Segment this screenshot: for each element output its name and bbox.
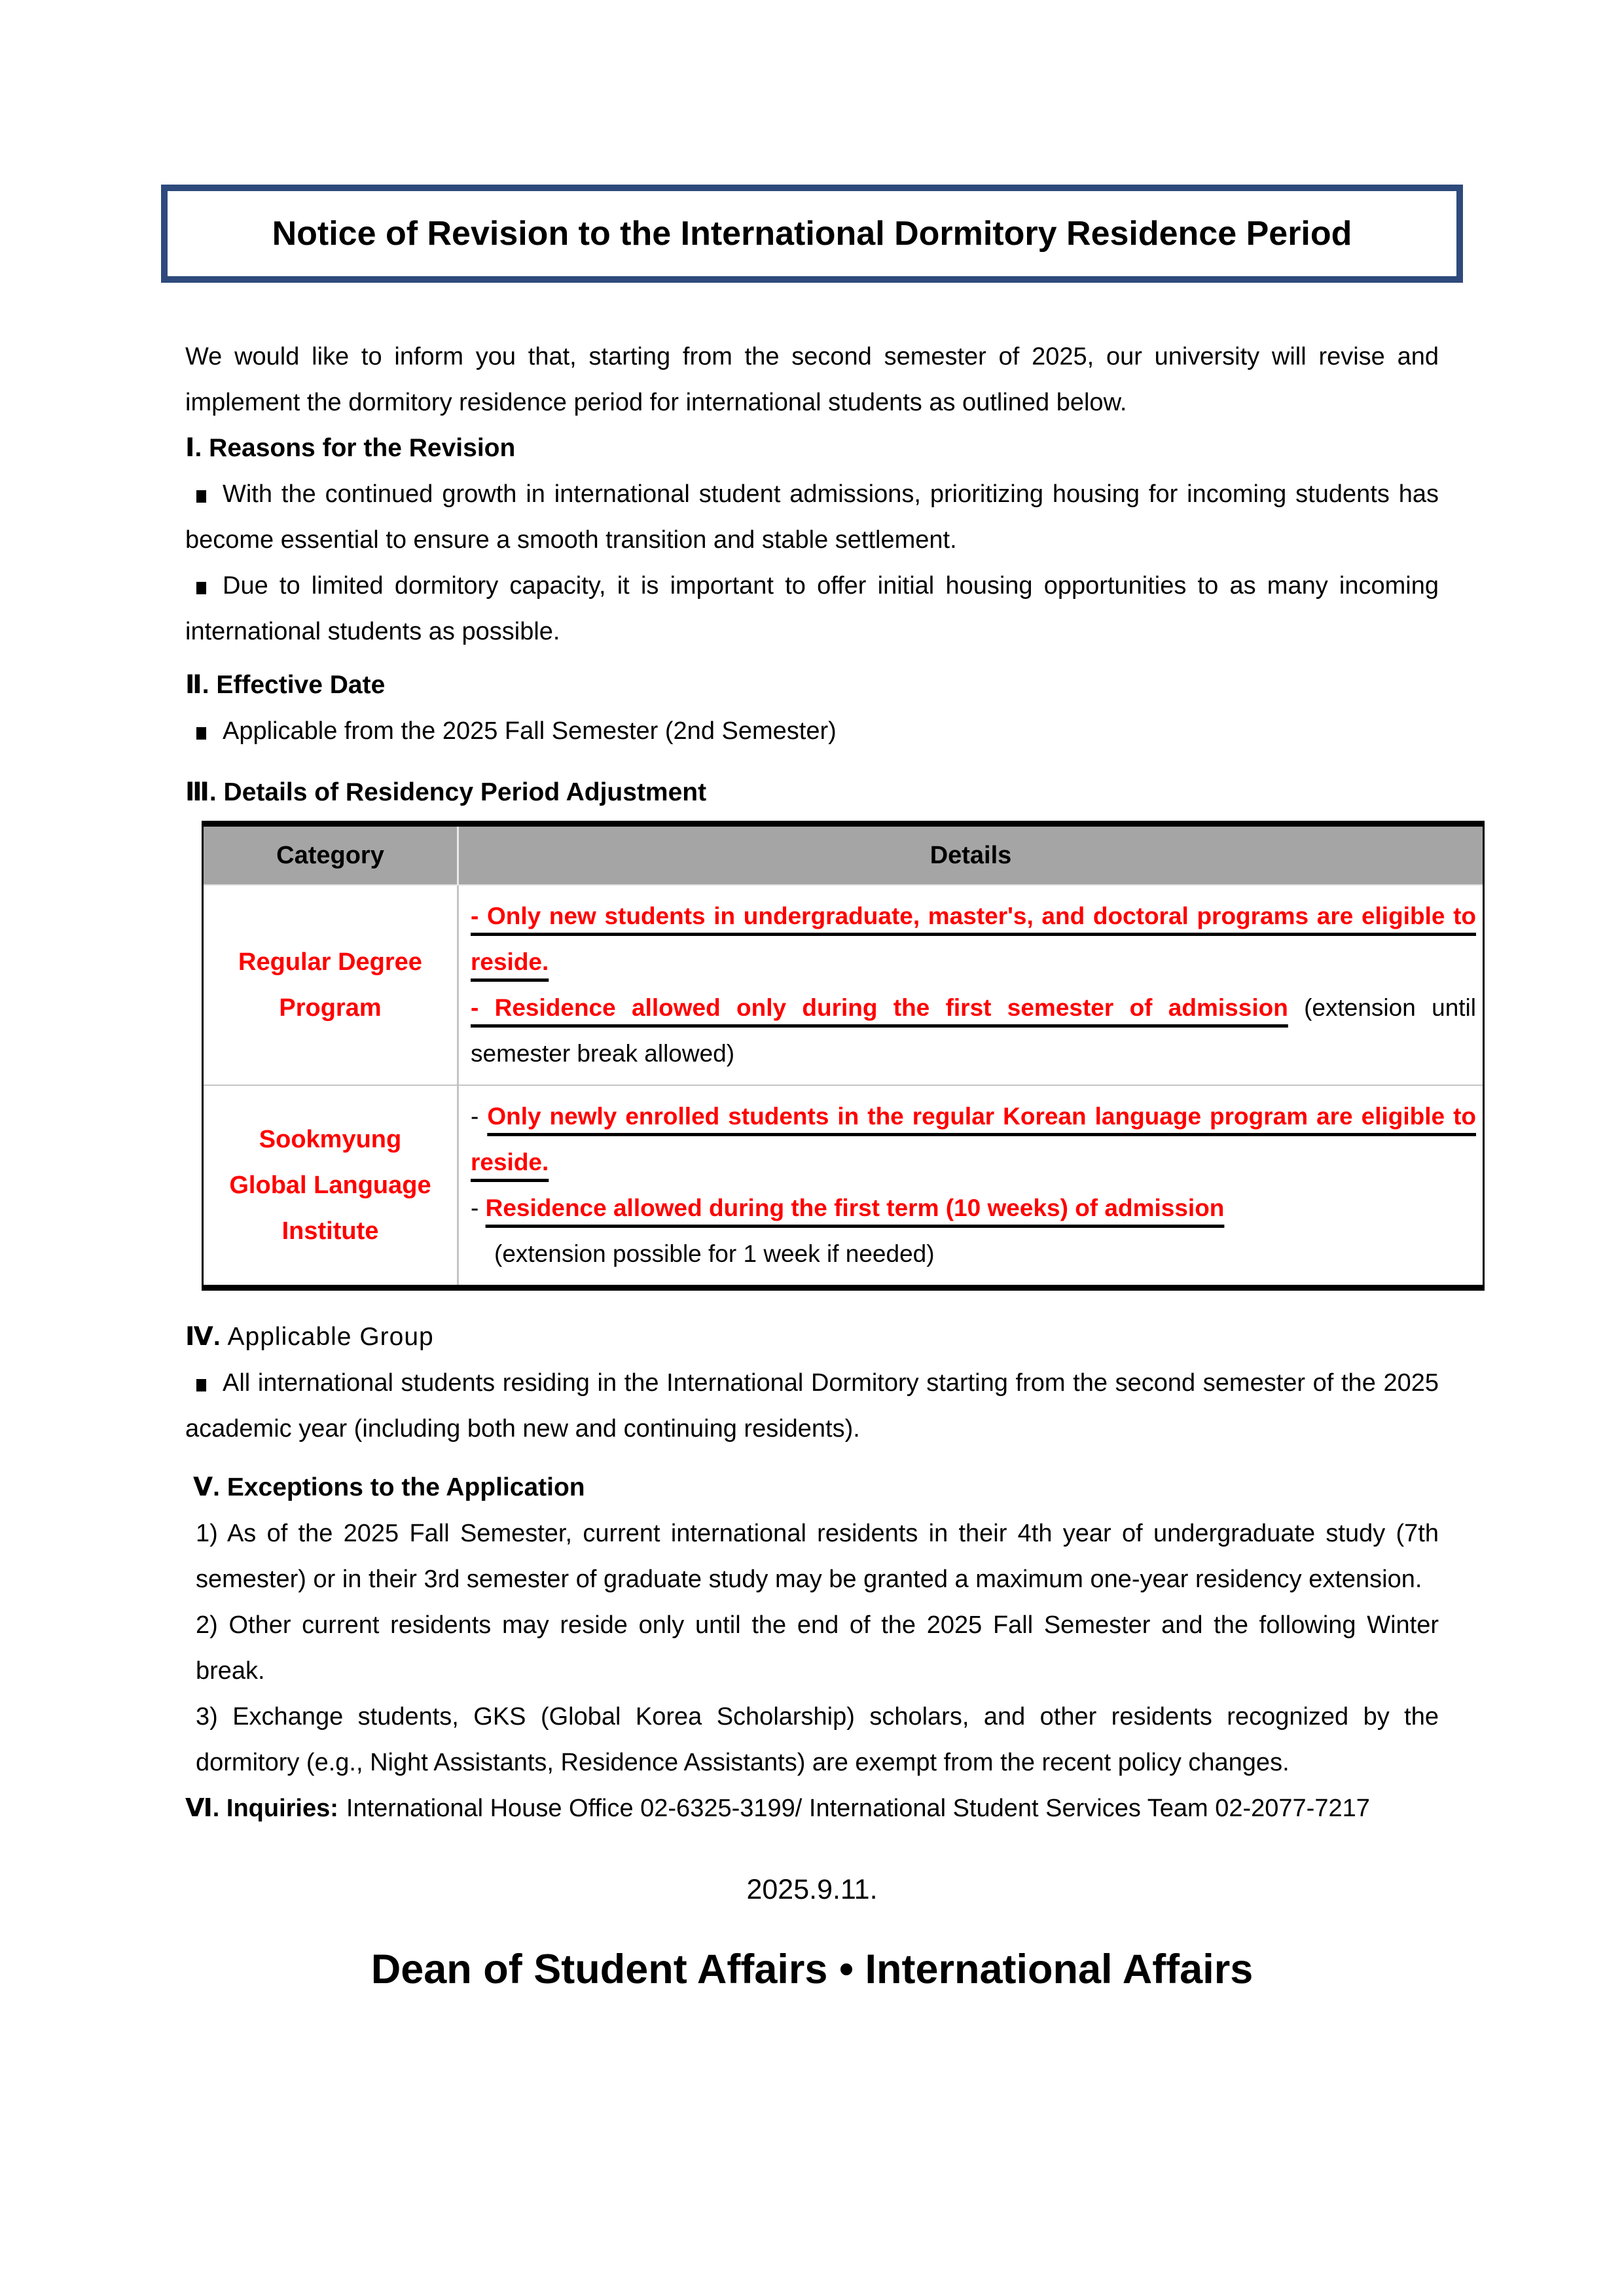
intro-paragraph: We would like to inform you that, starting from the second semester of 2025, our university will revise and implement the dormitory residence period for international students as outlined below. — [185, 343, 1439, 416]
section-3-heading: Ⅲ. Details of Residency Period Adjustment — [185, 778, 707, 806]
detail-item — [471, 893, 1476, 985]
table-header-category: Category — [203, 824, 458, 886]
bullet-text: Due to limited dormitory capacity, it is important to offer initial housing opportunities to as many incoming international students as possible. — [185, 572, 1439, 645]
section-2-heading: Ⅱ. Effective Date — [185, 671, 386, 699]
section-5-item-3: 3) Exchange students, GKS (Global Korea Scholarship) scholars, and other residents recognized by the dormitory (e.g., Night Assistants, Residence Assistants) are exempt from the recent policy changes. — [196, 1703, 1439, 1776]
notice-date: 2025.9.11. — [746, 1874, 878, 1905]
red-underlined-text: Residence allowed during the first term (10 weeks) of admission — [485, 1194, 1225, 1221]
table-header-row — [203, 824, 1484, 886]
square-bullet-icon — [196, 1379, 206, 1391]
square-bullet-icon — [196, 582, 206, 594]
detail-item — [471, 1185, 1476, 1231]
bullet-text: All international students residing in the International Dormitory starting from the second semester of the 2025 academic year (including both new and continuing residents). — [185, 1369, 1439, 1443]
section-1-bullet-2 — [185, 563, 1439, 655]
section-2-bullet-1 — [185, 708, 1439, 754]
red-underlined-text: Only newly enrolled students in the regular Korean language program are eligible to reside. — [471, 1103, 1476, 1175]
inquiries-text: International House Office 02-6325-3199/ International Student Services Team 02-2077-7217 — [346, 1795, 1370, 1822]
section-4-title: Applicable Group — [227, 1323, 434, 1351]
section-6-inquiries — [185, 1785, 1439, 1831]
inquiries-label: Ⅵ. Inquiries: — [185, 1795, 338, 1822]
signature-line: Dean of Student Affairs • International Affairs — [370, 1946, 1254, 1992]
section-4-numeral: Ⅳ. — [185, 1323, 221, 1351]
details-cell — [458, 885, 1484, 1085]
residency-table — [202, 821, 1485, 1291]
bullet-text: With the continued growth in international student admissions, prioritizing housing for incoming students has become essential to ensure a smooth transition and stable settlement. — [185, 480, 1439, 554]
section-5-item-2: 2) Other current residents may reside only until the end of the 2025 Fall Semester and the following Winter break. — [196, 1611, 1439, 1685]
detail-dash: - — [471, 1103, 488, 1130]
red-underlined-text: - Only new students in undergraduate, master's, and doctoral programs are eligible to reside. — [471, 903, 1476, 975]
section-1-heading: Ⅰ. Reasons for the Revision — [185, 434, 516, 462]
section-4-bullet-1 — [185, 1360, 1439, 1452]
table-row — [203, 1085, 1484, 1288]
square-bullet-icon — [196, 490, 206, 503]
bullet-text: Applicable from the 2025 Fall Semester (2nd Semester) — [223, 717, 837, 745]
title-box — [161, 185, 1463, 283]
section-1-bullet-1 — [185, 471, 1439, 563]
detail-note: (extension possible for 1 week if needed) — [494, 1240, 935, 1267]
category-cell: Regular Degree Program — [238, 948, 422, 1022]
document-title: Notice of Revision to the International Dormitory Residence Period — [272, 215, 1352, 253]
section-5-heading: Ⅴ. Exceptions to the Application — [193, 1473, 585, 1501]
red-underlined-text: - Residence allowed only during the first semester of admission — [471, 994, 1288, 1021]
square-bullet-icon — [196, 727, 206, 740]
table-header-details: Details — [458, 824, 1484, 886]
detail-item — [471, 1094, 1476, 1185]
section-5-item-1: 1) As of the 2025 Fall Semester, current international residents in their 4th year of undergraduate study (7th semester) or in their 3rd semester of graduate study may be granted a maximum one-year residency extension. — [196, 1520, 1439, 1593]
detail-suffix-text: (extension until semester break allowed) — [471, 994, 1476, 1067]
details-cell — [458, 1085, 1484, 1288]
category-cell: Sookmyung Global Language Institute — [203, 1085, 458, 1288]
section-4-heading — [185, 1314, 1439, 1360]
detail-dash: - — [471, 1194, 486, 1221]
detail-item — [471, 985, 1476, 1077]
table-row — [203, 885, 1484, 1085]
